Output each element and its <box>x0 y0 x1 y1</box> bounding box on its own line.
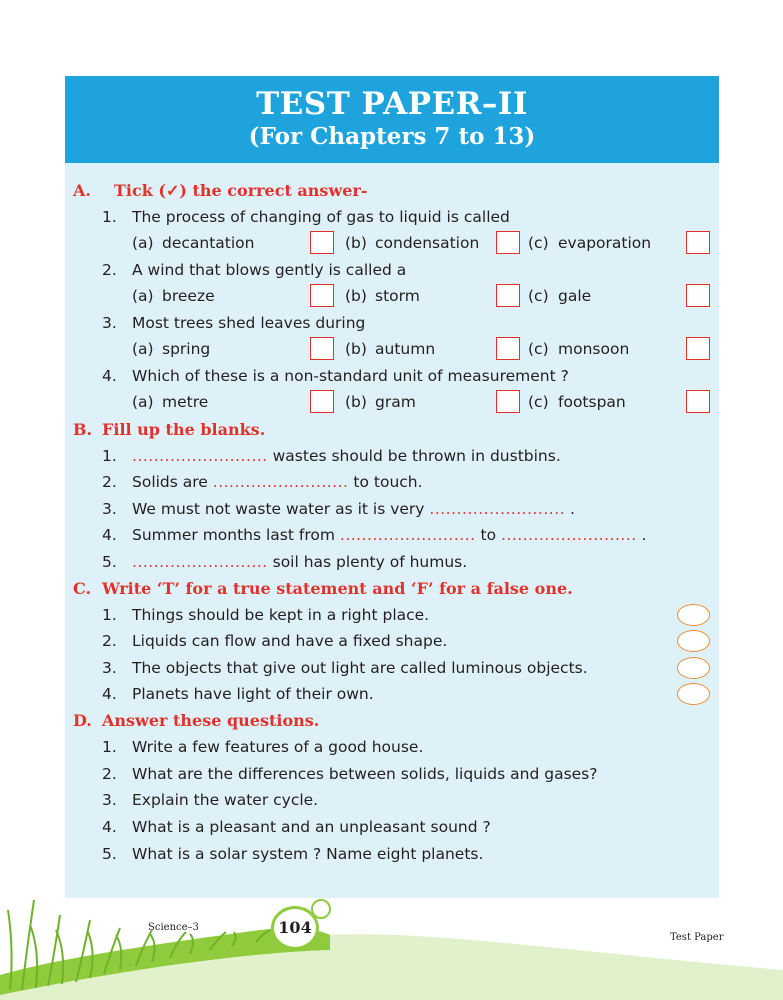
tick-checkbox[interactable] <box>686 337 710 360</box>
answer-option <box>345 339 435 359</box>
option-label: (b) <box>345 393 367 411</box>
option-label: (c) <box>528 393 549 411</box>
item-number: 4. <box>102 526 117 544</box>
sentence-end: . <box>565 500 575 518</box>
statement-text: The objects that give out light are called luminous objects. <box>132 659 588 677</box>
question-text: What is a pleasant and an unpleasant sound ? <box>132 818 491 836</box>
page-title: TEST PAPER–II <box>256 86 528 122</box>
question-text: The process of changing of gas to liquid is called <box>132 208 510 226</box>
item-number: 3. <box>102 500 117 518</box>
item-number: 2. <box>102 473 117 491</box>
section-c-letter: C. <box>73 579 92 598</box>
option-text: evaporation <box>558 234 652 252</box>
option-label: (b) <box>345 287 367 305</box>
item-number: 3. <box>102 791 117 809</box>
question-text: Write a few features of a good house. <box>132 738 424 756</box>
tick-checkbox[interactable] <box>496 284 520 307</box>
tick-checkbox[interactable] <box>310 390 334 413</box>
answer-option <box>132 286 215 306</box>
page-number: 104 <box>271 906 319 950</box>
tick-checkbox[interactable] <box>686 390 710 413</box>
footer-label: Test Paper <box>670 932 724 943</box>
tick-checkbox[interactable] <box>496 337 520 360</box>
statement-text: Planets have light of their own. <box>132 685 374 703</box>
question-text: What are the differences between solids, liquids and gases? <box>132 765 598 783</box>
sentence-end: . <box>636 526 647 544</box>
question-text: Explain the water cycle. <box>132 791 319 809</box>
option-text: metre <box>162 393 209 411</box>
tick-checkbox[interactable] <box>496 231 520 254</box>
option-label: (c) <box>528 340 549 358</box>
grass-decoration <box>0 840 783 1000</box>
blank-field[interactable]: ......................... <box>339 526 476 544</box>
blank-field[interactable]: ......................... <box>429 500 566 518</box>
tick-checkbox[interactable] <box>310 337 334 360</box>
option-text: condensation <box>375 234 480 252</box>
fill-blank-sentence <box>132 472 423 492</box>
tick-checkbox[interactable] <box>310 231 334 254</box>
statement-text: Liquids can flow and have a fixed shape. <box>132 632 448 650</box>
question-text: Which of these is a non-standard unit of measurement ? <box>132 367 569 385</box>
answer-oval[interactable] <box>677 683 710 705</box>
answer-option <box>132 339 210 359</box>
page-subtitle: (For Chapters 7 to 13) <box>248 123 536 150</box>
sentence-start: Summer months last from <box>132 526 340 544</box>
item-number: 3. <box>102 659 117 677</box>
item-number: 4. <box>102 818 117 836</box>
option-label: (b) <box>345 234 367 252</box>
question-text: A wind that blows gently is called a <box>132 261 407 279</box>
footer-book-title: Science–3 <box>148 922 199 933</box>
section-a-title: Tick (✓) the correct answer- <box>114 181 368 200</box>
fill-blank-sentence <box>132 552 467 572</box>
section-c-title: Write ‘T’ for a true statement and ‘F’ for a false one. <box>102 579 573 598</box>
question-text: Most trees shed leaves during <box>132 314 366 332</box>
answer-option <box>132 233 255 253</box>
option-text: decantation <box>162 234 255 252</box>
item-number: 4. <box>102 685 117 703</box>
item-number: 1. <box>102 606 117 624</box>
option-text: monsoon <box>558 340 630 358</box>
option-label: (c) <box>528 287 549 305</box>
option-label: (c) <box>528 234 549 252</box>
fill-blank-sentence <box>132 525 647 545</box>
sentence-middle: to <box>475 526 501 544</box>
item-number: 1. <box>102 738 117 756</box>
statement-text: Things should be kept in a right place. <box>132 606 430 624</box>
item-number: 5. <box>102 845 117 863</box>
blank-field[interactable]: ......................... <box>132 447 268 465</box>
item-number: 5. <box>102 553 117 571</box>
option-label: (a) <box>132 340 154 358</box>
option-text: autumn <box>375 340 436 358</box>
option-text: storm <box>375 287 420 305</box>
answer-option <box>132 392 208 412</box>
item-number: 2. <box>102 632 117 650</box>
answer-option <box>528 339 629 359</box>
answer-oval[interactable] <box>677 630 710 652</box>
item-number: 1. <box>102 447 117 465</box>
option-text: breeze <box>162 287 215 305</box>
section-d-letter: D. <box>73 711 92 730</box>
sentence-end: soil has plenty of humus. <box>267 553 468 571</box>
question-text: What is a solar system ? Name eight planets. <box>132 845 484 863</box>
blank-field[interactable]: ......................... <box>132 553 268 571</box>
sentence-end: wastes should be thrown in dustbins. <box>267 447 561 465</box>
sentence-start: We must not waste water as it is very <box>132 500 430 518</box>
sentence-end: to touch. <box>348 473 423 491</box>
tick-checkbox[interactable] <box>686 231 710 254</box>
fill-blank-sentence <box>132 446 561 466</box>
answer-option <box>528 286 591 306</box>
answer-option <box>345 286 420 306</box>
question-number: 1. <box>102 208 117 226</box>
option-label: (a) <box>132 393 154 411</box>
section-a-letter: A. <box>73 181 91 200</box>
tick-checkbox[interactable] <box>496 390 520 413</box>
item-number: 2. <box>102 765 117 783</box>
tick-checkbox[interactable] <box>686 284 710 307</box>
option-text: spring <box>162 340 211 358</box>
option-label: (a) <box>132 287 154 305</box>
answer-option <box>345 233 479 253</box>
sentence-start: Solids are <box>132 473 213 491</box>
blank-field[interactable]: ......................... <box>501 526 637 544</box>
section-b-letter: B. <box>73 420 93 439</box>
answer-option <box>528 392 626 412</box>
option-text: footspan <box>558 393 626 411</box>
answer-option <box>345 392 416 412</box>
option-text: gram <box>375 393 416 411</box>
section-b-title: Fill up the blanks. <box>102 420 266 439</box>
answer-oval[interactable] <box>677 604 710 626</box>
question-number: 2. <box>102 261 117 279</box>
answer-option <box>528 233 651 253</box>
question-number: 3. <box>102 314 117 332</box>
blank-field[interactable]: ......................... <box>212 473 349 491</box>
page-header <box>65 76 719 163</box>
section-d-title: Answer these questions. <box>102 711 320 730</box>
option-text: gale <box>558 287 592 305</box>
question-number: 4. <box>102 367 117 385</box>
fill-blank-sentence <box>132 499 575 519</box>
tick-checkbox[interactable] <box>310 284 334 307</box>
option-label: (b) <box>345 340 367 358</box>
option-label: (a) <box>132 234 154 252</box>
answer-oval[interactable] <box>677 657 710 679</box>
